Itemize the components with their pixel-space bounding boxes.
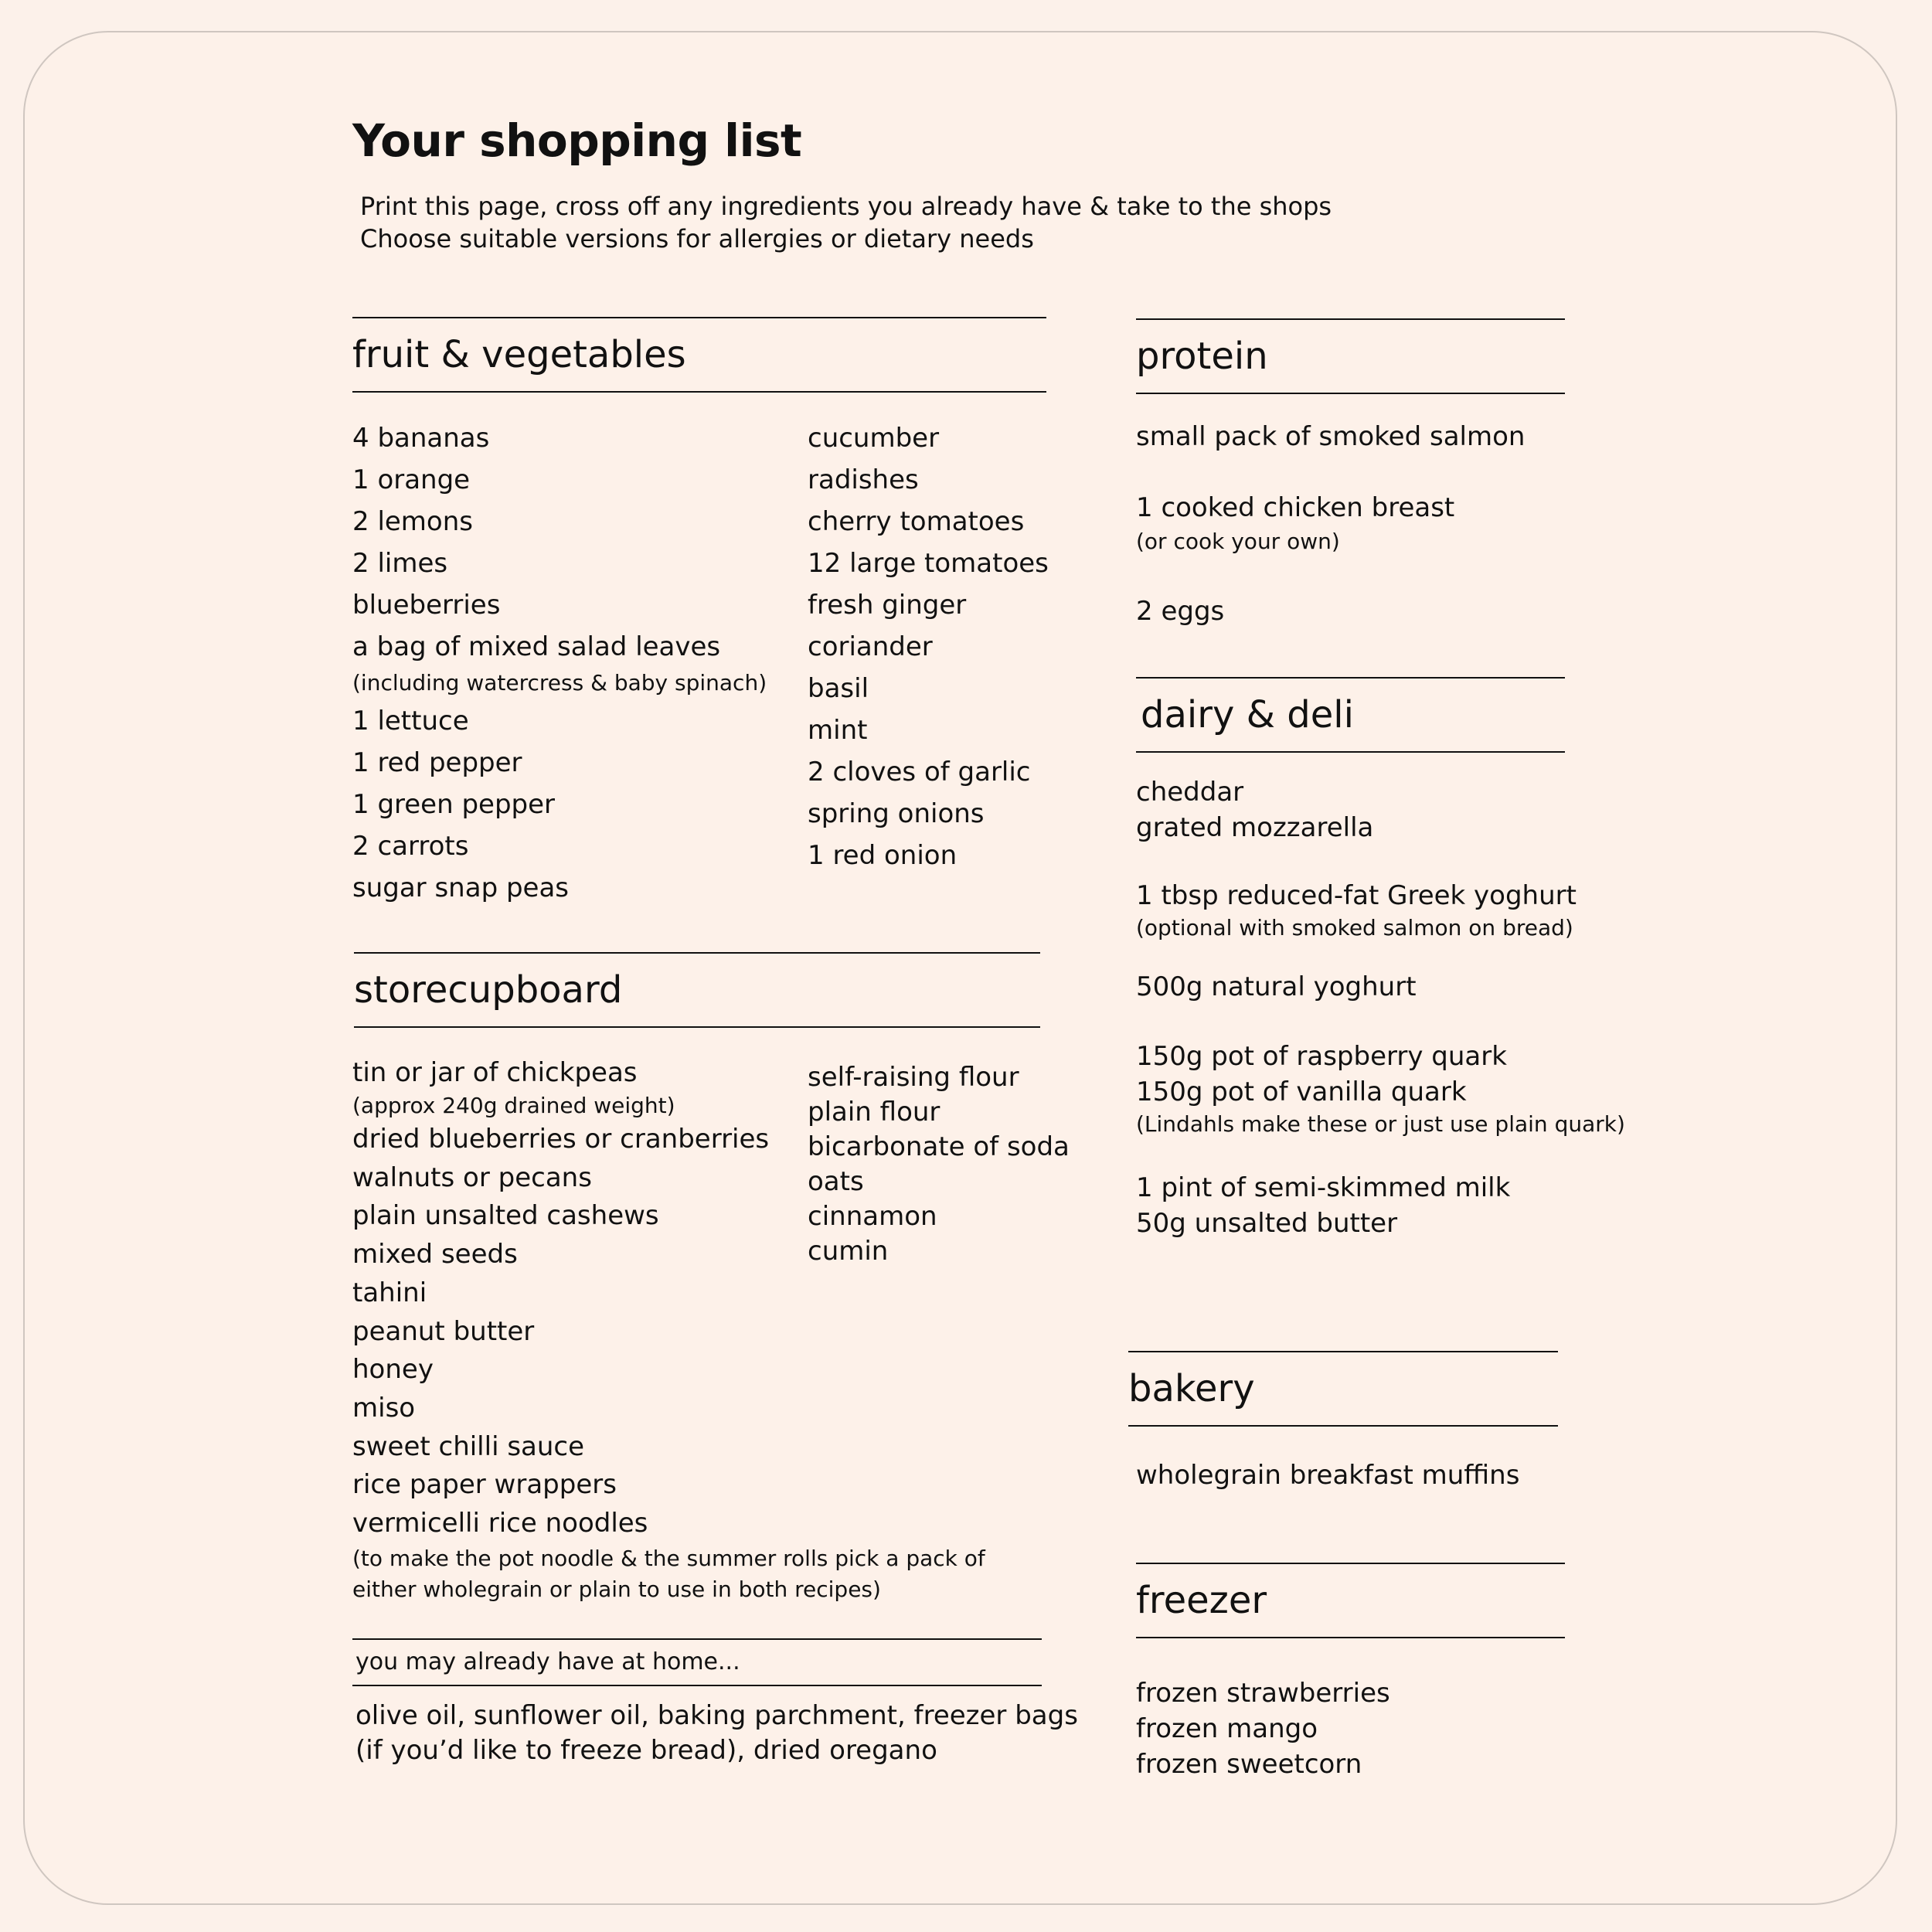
page-subtitle xyxy=(360,190,1332,255)
list-item: plain unsalted cashews xyxy=(352,1200,659,1232)
list-item: 12 large tomatoes xyxy=(808,548,1049,579)
list-item-note: (optional with smoked salmon on bread) xyxy=(1136,915,1573,940)
section-fruit-vegetables xyxy=(352,317,1046,393)
section-freezer xyxy=(1136,1563,1565,1638)
list-item: 1 orange xyxy=(352,464,471,495)
list-item: spring onions xyxy=(808,798,985,829)
storecupboard-column-2 xyxy=(808,1060,1070,1269)
list-item: cinnamon xyxy=(808,1201,937,1232)
list-item: oats xyxy=(808,1166,864,1197)
section-rule xyxy=(352,391,1046,393)
subtitle-line-1: Print this page, cross off any ingredients you already have & take to the shops xyxy=(360,192,1332,221)
list-item: 1 lettuce xyxy=(352,706,469,736)
list-item: coriander xyxy=(808,631,933,662)
section-dairy-deli xyxy=(1136,677,1565,753)
list-item: frozen strawberries xyxy=(1136,1678,1390,1709)
list-item: tahini xyxy=(352,1277,427,1308)
section-bakery xyxy=(1128,1351,1558,1427)
list-item: frozen mango xyxy=(1136,1713,1318,1744)
list-item: vermicelli rice noodles xyxy=(352,1508,648,1539)
list-item: a bag of mixed salad leaves xyxy=(352,631,721,662)
section-rule xyxy=(1128,1425,1558,1427)
list-item: 500g natural yoghurt xyxy=(1136,971,1417,1002)
list-item: dried blueberries or cranberries xyxy=(352,1124,770,1155)
list-item: 1 tbsp reduced-fat Greek yoghurt xyxy=(1136,880,1577,911)
subtitle-line-2: Choose suitable versions for allergies or dietary needs xyxy=(360,224,1034,253)
section-storecupboard xyxy=(354,952,1040,1028)
list-item: mixed seeds xyxy=(352,1239,518,1270)
list-item: fresh ginger xyxy=(808,590,967,621)
list-item: 2 limes xyxy=(352,548,448,579)
freezer-list xyxy=(1136,1675,1390,1782)
section-heading: protein xyxy=(1136,335,1268,378)
list-item: rice paper wrappers xyxy=(352,1469,617,1501)
dairy-list xyxy=(1136,774,1625,1241)
list-item-note: (including watercress & baby spinach) xyxy=(352,670,767,696)
section-rule xyxy=(1136,393,1565,394)
list-item-note: (approx 240g drained weight) xyxy=(352,1093,675,1118)
section-rule xyxy=(1136,751,1565,753)
list-item: blueberries xyxy=(352,590,501,621)
section-heading: dairy & deli xyxy=(1141,693,1354,736)
note-line: either wholegrain or plain to use in both recipes) xyxy=(352,1576,881,1602)
list-item: 1 green pepper xyxy=(352,789,556,820)
list-item: sugar snap peas xyxy=(352,872,570,903)
list-item: 1 red pepper xyxy=(352,747,522,778)
list-item: 150g pot of vanilla quark xyxy=(1136,1077,1467,1107)
page-title: Your shopping list xyxy=(352,114,802,167)
list-item: cherry tomatoes xyxy=(808,506,1025,537)
section-heading: freezer xyxy=(1136,1579,1267,1622)
list-item: honey xyxy=(352,1354,434,1386)
list-item: plain flour xyxy=(808,1097,940,1128)
list-item: peanut butter xyxy=(352,1315,535,1347)
list-item: frozen sweetcorn xyxy=(1136,1749,1362,1780)
protein-list xyxy=(1136,417,1525,631)
list-item: bicarbonate of soda xyxy=(808,1131,1070,1162)
list-item: small pack of smoked salmon xyxy=(1136,421,1526,452)
list-item: grated mozzarella xyxy=(1136,812,1374,843)
section-heading: fruit & vegetables xyxy=(352,333,686,376)
fruit-veg-column-1 xyxy=(352,417,767,909)
list-item: sweet chilli sauce xyxy=(352,1430,585,1462)
list-item: mint xyxy=(808,715,868,746)
list-item: walnuts or pecans xyxy=(352,1162,592,1193)
list-item: 2 lemons xyxy=(352,506,473,537)
section-rule xyxy=(354,1026,1040,1028)
section-heading: storecupboard xyxy=(354,968,623,1012)
list-item: 2 eggs xyxy=(1136,596,1225,627)
list-item: tin or jar of chickpeas xyxy=(352,1057,638,1088)
list-item: 4 bananas xyxy=(352,423,490,454)
list-item: self-raising flour xyxy=(808,1062,1019,1093)
list-item: radishes xyxy=(808,464,919,495)
list-item: cheddar xyxy=(1136,777,1244,808)
list-item: 2 carrots xyxy=(352,831,469,862)
section-heading: you may already have at home... xyxy=(355,1648,740,1675)
list-item: 50g unsalted butter xyxy=(1136,1208,1398,1239)
section-protein xyxy=(1136,318,1565,394)
list-item: (if you’d like to freeze bread), dried oregano xyxy=(355,1735,937,1766)
list-item: miso xyxy=(352,1392,416,1423)
fruit-veg-column-2 xyxy=(808,417,1049,876)
section-heading: bakery xyxy=(1128,1367,1255,1410)
list-item: 150g pot of raspberry quark xyxy=(1136,1041,1507,1072)
list-item-note: (or cook your own) xyxy=(1136,529,1340,554)
list-item: olive oil, sunflower oil, baking parchment, freezer bags xyxy=(355,1700,1078,1731)
list-item: 1 cooked chicken breast xyxy=(1136,492,1455,523)
note-line: (to make the pot noodle & the summer rolls pick a pack of xyxy=(352,1545,985,1571)
list-item: basil xyxy=(808,673,869,704)
section-at-home xyxy=(352,1638,1078,1768)
section-rule xyxy=(352,1685,1042,1686)
list-item: 1 red onion xyxy=(808,840,957,871)
list-item-note xyxy=(352,1543,985,1605)
section-rule xyxy=(1136,1637,1565,1638)
list-item: cucumber xyxy=(808,423,940,454)
list-item: 2 cloves of garlic xyxy=(808,757,1031,787)
list-item: cumin xyxy=(808,1236,889,1267)
list-item: wholegrain breakfast muffins xyxy=(1136,1460,1520,1491)
list-item: 1 pint of semi-skimmed milk xyxy=(1136,1172,1511,1203)
list-item-note: (Lindahls make these or just use plain quark) xyxy=(1136,1111,1625,1137)
